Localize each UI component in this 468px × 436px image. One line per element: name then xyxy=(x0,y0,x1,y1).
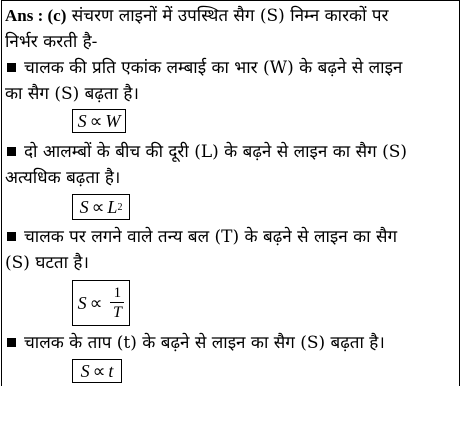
point-1-line-1 xyxy=(5,58,402,78)
bullet-icon xyxy=(7,147,16,156)
formula-2-exponent: 2 xyxy=(117,201,123,213)
formula-3-lhs: S xyxy=(77,292,87,313)
point-2-text-1: दो आलम्बों के बीच की दूरी (L) के बढ़ने से लाइन का सैग (S) xyxy=(24,142,407,162)
formula-3-denominator: T xyxy=(112,304,122,321)
intro-line-2: निर्भर करती है- xyxy=(5,32,98,52)
bullet-icon xyxy=(7,232,16,241)
intro-text-1: संचरण लाइनों में उपस्थित सैग (S) निम्न कारकों पर xyxy=(71,6,389,26)
point-3-line-1 xyxy=(5,227,397,247)
bullet-icon xyxy=(7,338,16,347)
point-3-text-1: चालक पर लगने वाले तन्य बल (T) के बढ़ने से लाइन का सैग xyxy=(24,227,398,247)
point-2-line-2: अत्यधिक बढ़ता है। xyxy=(5,168,121,188)
formula-box-1 xyxy=(72,109,126,133)
formula-3-rel: ∝ xyxy=(89,292,103,313)
formula-1-lhs: S xyxy=(77,110,87,131)
answer-prefix: Ans : (c) xyxy=(5,6,67,25)
formula-4-rhs: t xyxy=(108,360,114,381)
formula-2-rel: ∝ xyxy=(91,196,105,217)
formula-box-4 xyxy=(72,359,122,383)
point-2-line-1 xyxy=(5,142,407,162)
formula-4-lhs: S xyxy=(80,360,90,381)
formula-4-rel: ∝ xyxy=(92,360,106,381)
point-4-text-1: चालक के ताप (t) के बढ़ने से लाइन का सैग (S) बढ़ता है। xyxy=(24,333,385,353)
formula-box-3 xyxy=(72,280,130,326)
intro-line-1 xyxy=(5,6,389,26)
point-1-text-1: चालक की प्रति एकांक लम्बाई का भार (W) के बढ़ने से लाइन xyxy=(24,58,403,78)
formula-1-rel: ∝ xyxy=(89,110,103,131)
formula-2-lhs: S xyxy=(79,196,89,217)
point-1-line-2: का सैग (S) बढ़ता है। xyxy=(5,84,139,104)
fraction-bar xyxy=(110,302,124,303)
point-4-line-1 xyxy=(5,333,385,353)
formula-3-numerator: 1 xyxy=(113,285,122,301)
formula-2-rhs: L xyxy=(107,196,118,217)
bullet-icon xyxy=(7,63,16,72)
formula-1-rhs: W xyxy=(105,110,121,131)
formula-box-2 xyxy=(72,194,130,220)
point-3-line-2: (S) घटता है। xyxy=(5,253,89,273)
formula-3-fraction xyxy=(110,285,124,321)
